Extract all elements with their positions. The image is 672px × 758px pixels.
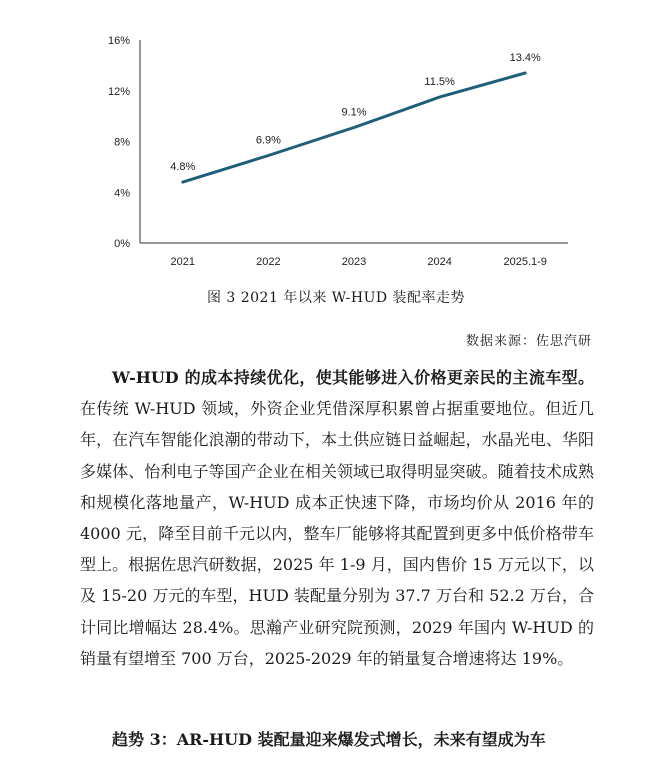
data-label: 6.9% (255, 134, 281, 147)
x-tick-label: 2021 (170, 256, 196, 268)
paragraph-lead: W-HUD 的成本持续优化，使其能够进入价格更亲民的主流车型。 (112, 368, 594, 387)
body-paragraph (80, 362, 594, 674)
x-tick-label: 2023 (341, 256, 367, 268)
y-tick-label: 4% (114, 187, 130, 200)
data-label: 4.8% (170, 161, 196, 174)
line-chart (0, 0, 672, 280)
data-label: 9.1% (341, 106, 367, 119)
paragraph-text: 在传统 W-HUD 领域，外资企业凭借深厚积累曾占据重要地位。但近几年，在汽车智能化浪潮的带动下，本土供应链日益崛起，水晶光电、华阳多媒体、怡利电子等国产企业在相关领域已取得明显突破。随着技术成熟和规模化落地量产，W-HUD 成本正快速下降，市场均价从 2016 年的 4000 元，降至目前千元以内，整车厂能够将其配置到更多中低价格带车型上。根据佐思汽研数据，2025 年 1-9 月，国内售价 15 万元以下，以及 15-20 万元的车型，HUD 装配量分别为 37.7 万台和 52.2 万台，合计同比增幅达 28.4%。思瀚产业研究院预测，2029 年国内 W-HUD 的销量有望增至 700 万台，2025-2029 年的销量复合增速将达 19%。 (80, 399, 594, 668)
trend-heading (80, 724, 594, 755)
x-tick-label: 2022 (256, 256, 281, 268)
data-labels (170, 52, 541, 182)
y-tick-label: 16% (107, 35, 130, 47)
y-tick-label: 0% (114, 238, 130, 250)
y-tick-label: 12% (107, 85, 130, 98)
data-source: 数据来源：佐思汽研 (465, 334, 592, 349)
x-axis (140, 243, 568, 268)
y-tick-label: 8% (114, 136, 130, 149)
trend-heading-text: 趋势 3：AR-HUD 装配量迎来爆发式增长，未来有望成为车 (112, 730, 546, 749)
x-tick-label: 2025.1-9 (503, 256, 547, 268)
x-tick-label: 2024 (427, 256, 452, 268)
data-label: 11.5% (424, 76, 455, 89)
figure-caption: 图 3 2021 年以来 W-HUD 装配率走势 (206, 290, 466, 306)
y-axis (108, 35, 140, 250)
data-label: 13.4% (509, 51, 541, 64)
